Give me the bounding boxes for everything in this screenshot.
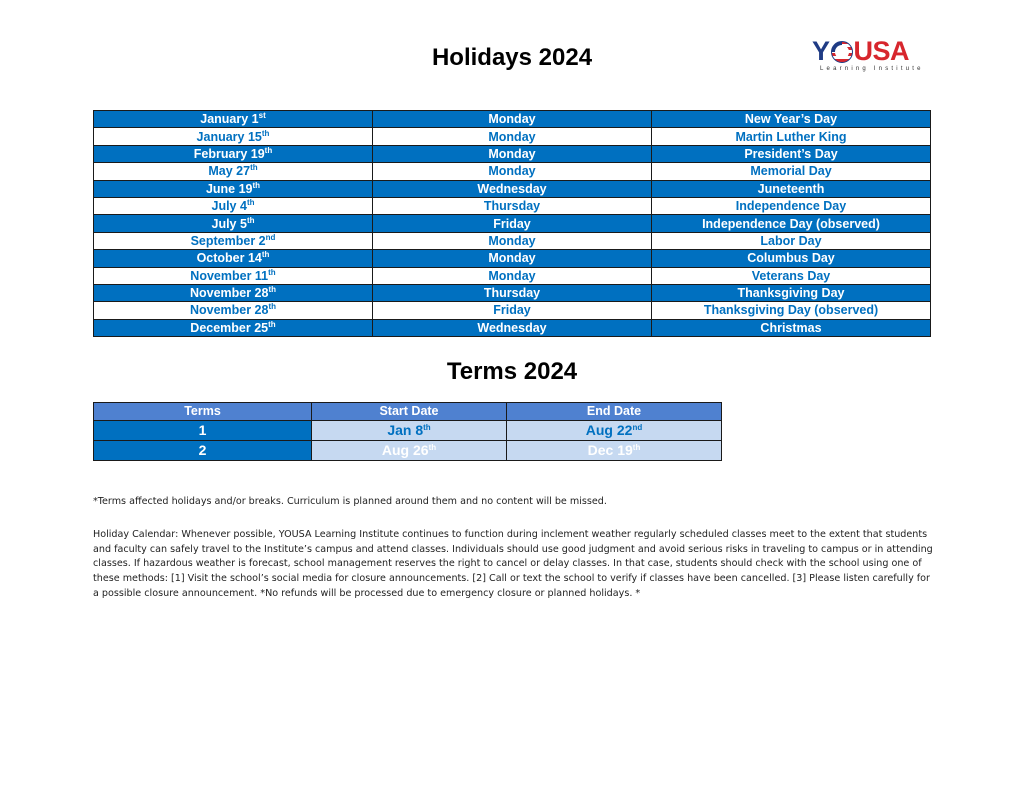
term-start-date bbox=[312, 441, 507, 461]
terms-footnote: *Terms affected holidays and/or breaks. Curriculum is planned around them and no content will be missed. bbox=[93, 496, 607, 507]
term-number: 2 bbox=[94, 441, 312, 461]
ordinal-suffix: th bbox=[264, 145, 273, 155]
yousa-logo bbox=[812, 38, 928, 74]
holiday-weekday: Friday bbox=[373, 302, 652, 319]
holiday-date bbox=[94, 111, 373, 128]
holiday-row bbox=[94, 250, 931, 267]
holiday-row bbox=[94, 180, 931, 197]
date-text: July 5 bbox=[211, 216, 247, 231]
holiday-name: Christmas bbox=[652, 319, 931, 336]
holiday-row bbox=[94, 284, 931, 301]
start-date-header: Start Date bbox=[312, 403, 507, 421]
flag-o-icon bbox=[831, 41, 853, 63]
holiday-name: Martin Luther King bbox=[652, 128, 931, 145]
ordinal-suffix: st bbox=[258, 111, 266, 121]
holiday-row bbox=[94, 319, 931, 336]
page-title: Holidays 2024 bbox=[431, 44, 593, 71]
holiday-weekday: Monday bbox=[373, 232, 652, 249]
holiday-date bbox=[94, 197, 373, 214]
holiday-name: Juneteenth bbox=[652, 180, 931, 197]
holiday-policy-paragraph: Holiday Calendar: Whenever possible, YOUSA Learning Institute continues to function during inclement weather regularly scheduled classes meet to the extent that students and faculty can safely travel to the Institute’s campus and attend classes. Individuals should use good judgment and avoid serious risks in traveling to campus or in attending classes. If hazardous weather is forecast, school management reserves the right to cancel or delay classes. In that case, students should check with the school using one of these methods: [1] Visit the school’s social media for closure announcements. [2] Call or text the school to verify if classes have been cancelled. [3] Please listen carefully for a possible closure announcement. *No refunds will be processed due to emergency closure or planned holidays. * bbox=[93, 529, 933, 599]
date-text: September 2 bbox=[190, 233, 266, 248]
holiday-name: President’s Day bbox=[652, 145, 931, 162]
holiday-row bbox=[94, 232, 931, 249]
terms-header-row bbox=[94, 403, 722, 421]
holiday-weekday: Monday bbox=[373, 267, 652, 284]
term-row bbox=[94, 421, 722, 441]
logo-tagline: Learning Institute bbox=[820, 66, 924, 72]
ordinal-suffix: th bbox=[261, 128, 270, 138]
term-number: 1 bbox=[94, 421, 312, 441]
holiday-row bbox=[94, 128, 931, 145]
ordinal-suffix: th bbox=[268, 267, 276, 277]
holiday-row bbox=[94, 302, 931, 319]
holiday-weekday: Monday bbox=[373, 128, 652, 145]
ordinal-suffix: th bbox=[423, 423, 431, 432]
end-date-text: Dec 19 bbox=[587, 442, 633, 458]
holiday-weekday: Monday bbox=[373, 250, 652, 267]
date-text: November 28 bbox=[189, 286, 269, 301]
holiday-weekday: Monday bbox=[373, 111, 652, 128]
holiday-name: Independence Day (observed) bbox=[652, 215, 931, 232]
ordinal-suffix: th bbox=[268, 285, 277, 295]
ordinal-suffix: th bbox=[252, 180, 261, 190]
term-end-date bbox=[507, 441, 722, 461]
ordinal-suffix: th bbox=[268, 319, 276, 329]
date-text: May 27 bbox=[208, 164, 251, 179]
holiday-row bbox=[94, 267, 931, 284]
holiday-date bbox=[94, 128, 373, 145]
holiday-date bbox=[94, 250, 373, 267]
terms-header: Terms bbox=[94, 403, 312, 421]
ordinal-suffix: nd bbox=[632, 423, 643, 432]
holiday-row bbox=[94, 145, 931, 162]
ordinal-suffix: th bbox=[246, 215, 255, 225]
holiday-date bbox=[94, 215, 373, 232]
ordinal-suffix: nd bbox=[265, 232, 276, 242]
date-text: November 28 bbox=[189, 303, 269, 318]
holiday-date bbox=[94, 302, 373, 319]
date-text: October 14 bbox=[196, 251, 262, 266]
holiday-name: Memorial Day bbox=[652, 163, 931, 180]
logo-wordmark bbox=[812, 38, 928, 65]
logo-letters-usa: USA bbox=[853, 36, 910, 66]
holiday-weekday: Wednesday bbox=[373, 319, 652, 336]
holiday-date bbox=[94, 163, 373, 180]
holiday-name: Veterans Day bbox=[652, 267, 931, 284]
date-text: July 4 bbox=[211, 199, 247, 214]
holiday-weekday: Thursday bbox=[373, 197, 652, 214]
holiday-name: Thanksgiving Day bbox=[652, 284, 931, 301]
start-date-text: Jan 8 bbox=[387, 422, 424, 438]
holiday-row bbox=[94, 215, 931, 232]
holiday-date bbox=[94, 232, 373, 249]
holiday-weekday: Monday bbox=[373, 163, 652, 180]
date-text: January 1 bbox=[200, 112, 259, 127]
holidays-table bbox=[93, 110, 931, 337]
date-text: June 19 bbox=[205, 181, 253, 196]
date-text: February 19 bbox=[193, 146, 265, 161]
ordinal-suffix: th bbox=[428, 443, 437, 452]
holiday-weekday: Monday bbox=[373, 145, 652, 162]
ordinal-suffix: th bbox=[268, 302, 277, 312]
holiday-name: Columbus Day bbox=[652, 250, 931, 267]
holiday-row bbox=[94, 197, 931, 214]
term-start-date bbox=[312, 421, 507, 441]
terms-title: Terms 2024 bbox=[446, 358, 578, 385]
start-date-text: Aug 26 bbox=[381, 442, 429, 458]
holiday-date bbox=[94, 180, 373, 197]
ordinal-suffix: th bbox=[261, 250, 270, 260]
end-date-text: Aug 22 bbox=[585, 422, 633, 438]
holiday-name: Labor Day bbox=[652, 232, 931, 249]
holiday-date bbox=[94, 284, 373, 301]
date-text: December 25 bbox=[190, 320, 269, 335]
holiday-name: Independence Day bbox=[652, 197, 931, 214]
ordinal-suffix: th bbox=[250, 163, 258, 173]
date-text: January 15 bbox=[196, 129, 262, 144]
term-end-date bbox=[507, 421, 722, 441]
terms-table bbox=[93, 402, 722, 461]
term-row bbox=[94, 441, 722, 461]
holiday-row bbox=[94, 111, 931, 128]
holiday-row bbox=[94, 163, 931, 180]
holiday-weekday: Wednesday bbox=[373, 180, 652, 197]
holiday-date bbox=[94, 145, 373, 162]
holiday-date bbox=[94, 267, 373, 284]
holiday-weekday: Thursday bbox=[373, 284, 652, 301]
ordinal-suffix: th bbox=[632, 443, 641, 452]
holiday-name: New Year’s Day bbox=[652, 111, 931, 128]
ordinal-suffix: th bbox=[246, 198, 255, 208]
holiday-name: Thanksgiving Day (observed) bbox=[652, 302, 931, 319]
end-date-header: End Date bbox=[507, 403, 722, 421]
holiday-weekday: Friday bbox=[373, 215, 652, 232]
logo-letter-y: Y bbox=[812, 36, 830, 66]
date-text: November 11 bbox=[190, 268, 269, 283]
holiday-date bbox=[94, 319, 373, 336]
